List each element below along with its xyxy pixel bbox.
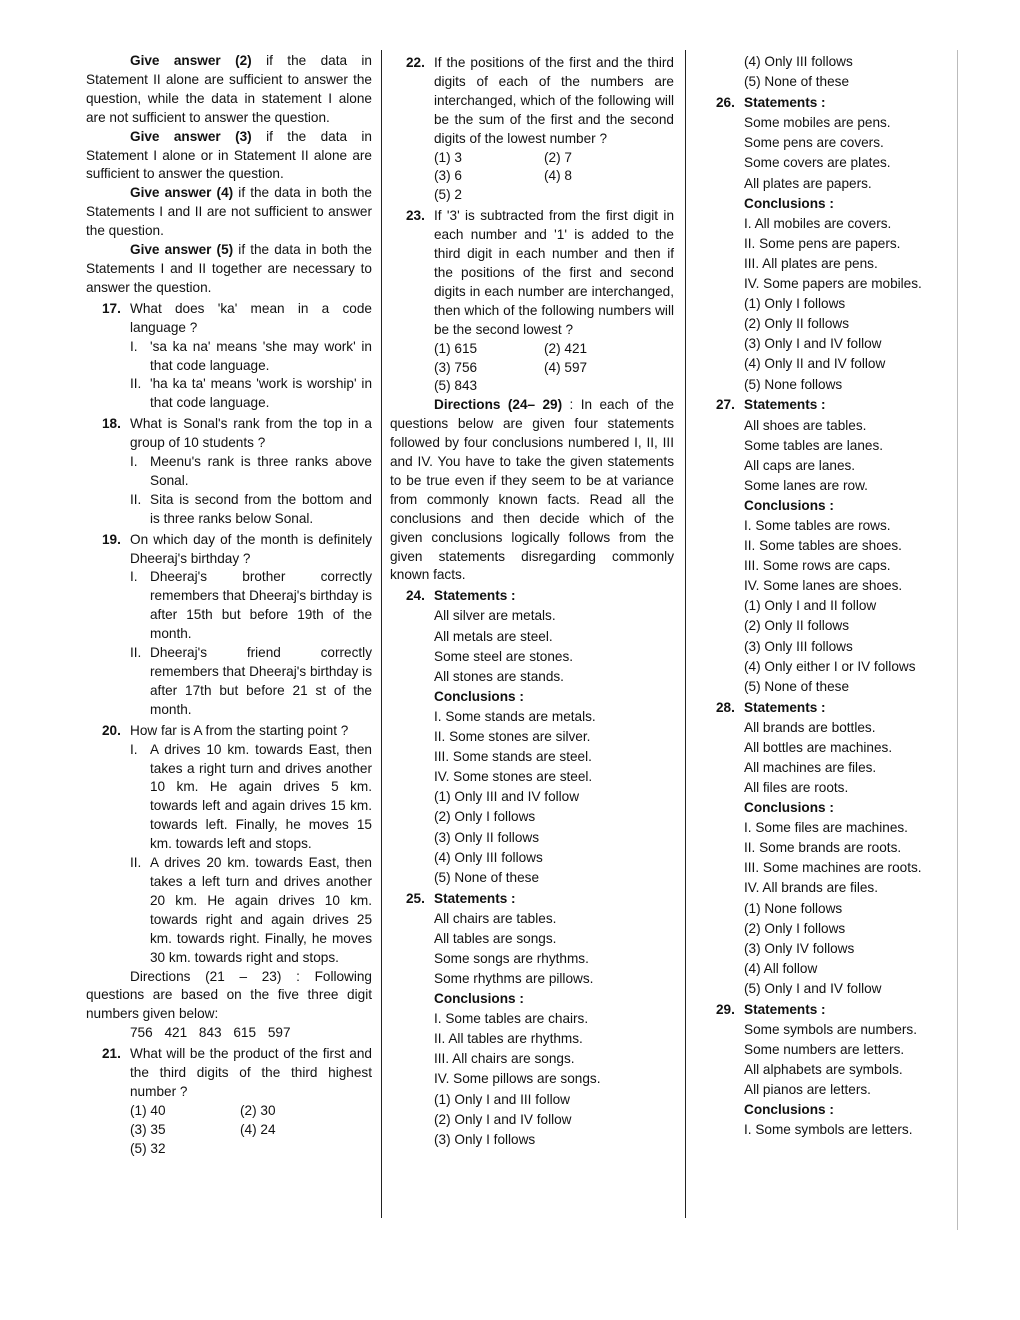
text-line: (3) Only I follows	[434, 1131, 536, 1147]
text-line: Some numbers are letters.	[744, 1042, 905, 1058]
statement-item	[86, 854, 372, 967]
text-line: All shoes are tables.	[744, 417, 867, 433]
question-text: Statements :	[744, 699, 826, 715]
answer-options	[390, 340, 674, 397]
text-line: (4) Only III follows	[744, 54, 853, 70]
text-line: (3) Only IV follows	[744, 940, 855, 956]
question	[700, 1001, 940, 1020]
statement-item	[86, 741, 372, 854]
question	[86, 531, 372, 569]
question-text: Statements :	[744, 397, 826, 413]
statement-item	[86, 491, 372, 529]
text-line: All alphabets are symbols.	[744, 1062, 903, 1078]
page-edge	[957, 50, 958, 1230]
statement-label: I.	[130, 569, 138, 585]
text-line: II. Some tables are shoes.	[744, 538, 902, 554]
text-line: (3) Only II follows	[434, 829, 539, 845]
text-line: Some mobiles are pens.	[744, 115, 891, 131]
text-line: All tables are songs.	[434, 930, 557, 946]
text-line: Some rhythms are pillows.	[434, 970, 594, 986]
paragraph-text: Directions (21 – 23) : Following questions are based on the five three digit numbers given below:	[86, 968, 372, 1022]
section-heading: Conclusions :	[744, 1102, 834, 1118]
question	[700, 94, 940, 113]
text-line: Some pens are covers.	[744, 135, 884, 151]
paragraph-lead: Give answer (3)	[130, 128, 252, 144]
instruction-paragraph	[86, 241, 372, 298]
answer-option: (5) 2	[434, 187, 462, 203]
statement-text: 'sa ka na' means 'she may work' in that code language.	[150, 338, 372, 373]
text-line: Some symbols are numbers.	[744, 1021, 918, 1037]
text-line: Some songs are rhythms.	[434, 950, 589, 966]
text-line: IV. Some stones are steel.	[434, 769, 593, 785]
text-line: (5) None of these	[434, 869, 540, 885]
question-text: Statements :	[434, 588, 516, 604]
question-number: 20.	[102, 722, 121, 738]
text-line: (5) None of these	[744, 74, 850, 90]
question-text: If '3' is subtracted from the first digit in each number and '1' is added to the third digit in each number and then if the positions of the first and second digits in each number are interchanged, then which of the following numbers will be the second lowest ?	[434, 208, 674, 337]
statement-text: A drives 10 km. towards East, then takes a right turn and drives another 10 km. He again drives 5 km. towards left and again drives 15 km. towards left. Finally, he moves 15 km. towards left and stops.	[150, 741, 372, 852]
text-line: All pianos are letters.	[744, 1082, 871, 1098]
text-line: I. Some tables are chairs.	[434, 1011, 589, 1027]
question	[86, 300, 372, 338]
question-text: How far is A from the starting point ?	[130, 722, 349, 738]
text-line: (2) Only I follows	[744, 920, 846, 936]
answer-option: (3) 6	[434, 168, 462, 184]
text-line: (5) Only I and IV follow	[744, 980, 882, 996]
text-line: Some lanes are row.	[744, 477, 868, 493]
text-line: (1) Only I and III follow	[434, 1091, 570, 1107]
instruction-paragraph	[86, 52, 372, 128]
question-text: Statements :	[434, 890, 516, 906]
number-list: 756 421 843 615 597	[130, 1025, 291, 1041]
text-line: IV. Some lanes are shoes.	[744, 578, 903, 594]
instruction-paragraph	[390, 396, 674, 585]
statement-text: A drives 20 km. towards East, then takes a left turn and drives another 20 km. He again drives 10 km. towards right and again drives 25 km. towards right. Finally, he moves 30 km. towards right and stops.	[150, 855, 372, 965]
text-line: III. Some machines are roots.	[744, 860, 922, 876]
question	[700, 699, 940, 718]
section-heading: Conclusions :	[434, 991, 524, 1007]
question-text: On which day of the month is definitely Dheeraj's birthday ?	[130, 531, 372, 566]
question	[390, 587, 674, 606]
answer-option: (3) 35	[130, 1121, 166, 1137]
instruction-paragraph	[86, 184, 372, 241]
text-line: All metals are steel.	[434, 628, 553, 644]
question-number: 28.	[716, 699, 735, 715]
text-line: II. Some brands are roots.	[744, 840, 902, 856]
paragraph-text: if the data in Statement I alone or in Statement II alone are sufficient to answer the question.	[86, 128, 372, 182]
statement-item	[86, 338, 372, 376]
statement-text: Sita is second from the bottom and is three ranks below Sonal.	[150, 491, 372, 526]
text-line: I. Some stands are metals.	[434, 708, 596, 724]
column-divider	[381, 50, 382, 1218]
question-number: 18.	[102, 416, 121, 432]
question-number: 24.	[406, 588, 425, 604]
text-line: IV. All brands are files.	[744, 880, 878, 896]
section-heading: Conclusions :	[434, 688, 524, 704]
answer-option: (2) 421	[544, 340, 588, 356]
text-line: (3) Only I and IV follow	[744, 336, 882, 352]
text-line: (4) Only either I or IV follows	[744, 658, 916, 674]
statement-label: I.	[130, 338, 138, 354]
answer-option: (4) 24	[240, 1121, 276, 1137]
text-line: III. All chairs are songs.	[434, 1051, 575, 1067]
column-2	[390, 52, 674, 1151]
text-line: All chairs are tables.	[434, 910, 557, 926]
text-line: III. All plates are pens.	[744, 255, 878, 271]
statement-label: II.	[130, 491, 142, 507]
text-line: I. All mobiles are covers.	[744, 215, 892, 231]
paragraph-lead: Give answer (4)	[130, 185, 234, 201]
text-line: IV. Some pillows are songs.	[434, 1071, 601, 1087]
text-line: (1) Only I and II follow	[744, 598, 877, 614]
paragraph-lead: Give answer (2)	[130, 53, 252, 68]
paragraph-text: if the data in both the Statements I and II are not sufficient to answer the question.	[86, 185, 372, 239]
question-text: Statements :	[744, 1001, 826, 1017]
answer-option: (4) 597	[544, 359, 588, 375]
question-text: What will be the product of the first and the third digits of the third highest number ?	[130, 1046, 372, 1099]
section-heading: Conclusions :	[744, 195, 834, 211]
section-heading: Conclusions :	[744, 800, 834, 816]
column-1	[86, 52, 372, 1159]
statement-label: II.	[130, 376, 142, 392]
text-line: (4) Only III follows	[434, 849, 543, 865]
instruction-paragraph	[86, 968, 372, 1025]
question	[390, 890, 674, 909]
section-heading: Conclusions :	[744, 497, 834, 513]
text-line: I. Some symbols are letters.	[744, 1122, 913, 1138]
text-line: All plates are papers.	[744, 175, 872, 191]
statement-text: Dheeraj's brother correctly remembers that Dheeraj's birthday is after 15th but before 19th of the month.	[150, 569, 372, 642]
question	[390, 54, 674, 149]
answer-option: (1) 615	[434, 340, 478, 356]
text-line: (4) Only II and IV follow	[744, 356, 886, 372]
text-line: (5) None follows	[744, 376, 843, 392]
paragraph-text: if the data in both the Statements I and II together are necessary to answer the question.	[86, 242, 372, 295]
question-text: If the positions of the first and the third digits of each of the numbers are interchanged, which of the following will be the sum of the first and the second digits of the lowest number ?	[434, 55, 674, 146]
text-line: All caps are lanes.	[744, 457, 856, 473]
text-line: All files are roots.	[744, 780, 849, 795]
statement-label: I.	[130, 454, 138, 470]
text-line: (1) Only I follows	[744, 296, 846, 312]
text-line: Some tables are lanes.	[744, 437, 884, 453]
answer-option: (2) 30	[240, 1102, 276, 1118]
answer-option: (2) 7	[544, 149, 572, 165]
answer-option: (5) 32	[130, 1140, 166, 1156]
text-line: II. Some pens are papers.	[744, 235, 901, 251]
text-line: I. Some tables are rows.	[744, 517, 891, 533]
question-number: 29.	[716, 1001, 735, 1017]
statement-label: I.	[130, 741, 138, 757]
answer-option: (1) 40	[130, 1102, 166, 1118]
column-3	[700, 52, 940, 1142]
text-line: III. Some rows are caps.	[744, 558, 891, 574]
text-line: I. Some files are machines.	[744, 820, 908, 836]
statement-text: Dheeraj's friend correctly remembers that Dheeraj's birthday is after 17th but before 21 st of the month.	[150, 645, 372, 717]
text-line: (5) None of these	[744, 678, 850, 694]
answer-options	[390, 149, 674, 206]
question-text: Statements :	[744, 95, 826, 111]
question-number: 27.	[716, 397, 735, 413]
answer-options	[86, 1102, 372, 1159]
text-line: All machines are files.	[744, 759, 877, 775]
question-number: 17.	[102, 300, 121, 316]
text-line: IV. Some papers are mobiles.	[744, 276, 922, 292]
question	[86, 722, 372, 741]
question-number: 21.	[102, 1046, 121, 1062]
statement-item	[86, 453, 372, 491]
text-line: (1) None follows	[744, 900, 843, 916]
text-line: All bottles are machines.	[744, 739, 893, 755]
text-line: II. All tables are rhythms.	[434, 1031, 583, 1047]
text-line: (2) Only II follows	[744, 316, 849, 332]
instruction-paragraph	[86, 128, 372, 185]
statement-label: II.	[130, 855, 142, 871]
paragraph-text: : In each of the questions below are given four statements followed by four conclusions numbered I, II, III and IV. You have to take the given statements to be true even if they seem to be at variance from commonly known facts. Read all the conclusions and then decide which of the given conclusions logically follows from the given statements disregarding commonly known facts.	[390, 397, 674, 583]
question	[86, 1045, 372, 1102]
question-number: 23.	[406, 208, 425, 224]
question-number: 19.	[102, 531, 121, 547]
text-line: (4) All follow	[744, 960, 818, 976]
paragraph-text: if the data in Statement II alone are sufficient to answer the question, while the data in statement I alone are not sufficient to answer the question.	[86, 53, 372, 125]
question-number: 25.	[406, 890, 425, 906]
text-line: III. Some stands are steel.	[434, 749, 592, 765]
statement-item	[86, 644, 372, 720]
answer-option: (4) 8	[544, 168, 572, 184]
question-text: What does 'ka' mean in a code language ?	[130, 300, 372, 335]
text-line: II. Some stones are silver.	[434, 729, 591, 745]
text-line: Some steel are stones.	[434, 648, 574, 664]
statement-item	[86, 375, 372, 413]
question	[390, 207, 674, 339]
statement-text: Meenu's rank is three ranks above Sonal.	[150, 454, 372, 488]
statement-text: 'ha ka ta' means 'work is worship' in that code language.	[150, 376, 372, 411]
text-line: (2) Only II follows	[744, 618, 849, 634]
text-line: (3) Only III follows	[744, 638, 853, 654]
paragraph-lead: Give answer (5)	[130, 242, 234, 258]
column-divider	[685, 50, 686, 1218]
question-number: 26.	[716, 95, 735, 111]
text-line: All brands are bottles.	[744, 719, 876, 735]
answer-option: (1) 3	[434, 149, 462, 165]
question	[86, 415, 372, 453]
statement-item	[86, 568, 372, 644]
text-line: (2) Only I follows	[434, 809, 536, 825]
text-line: (2) Only I and IV follow	[434, 1111, 572, 1127]
text-line: All stones are stands.	[434, 668, 564, 684]
question-text: What is Sonal's rank from the top in a group of 10 students ?	[130, 416, 372, 451]
paragraph-lead: Directions (24– 29)	[434, 397, 563, 413]
question	[700, 396, 940, 415]
text-line: All silver are metals.	[434, 608, 556, 624]
text-line: Some covers are plates.	[744, 155, 891, 171]
answer-option: (5) 843	[434, 378, 478, 394]
answer-option: (3) 756	[434, 359, 478, 375]
text-line: (1) Only III and IV follow	[434, 789, 580, 805]
question-number: 22.	[406, 55, 425, 70]
statement-label: II.	[130, 645, 142, 661]
